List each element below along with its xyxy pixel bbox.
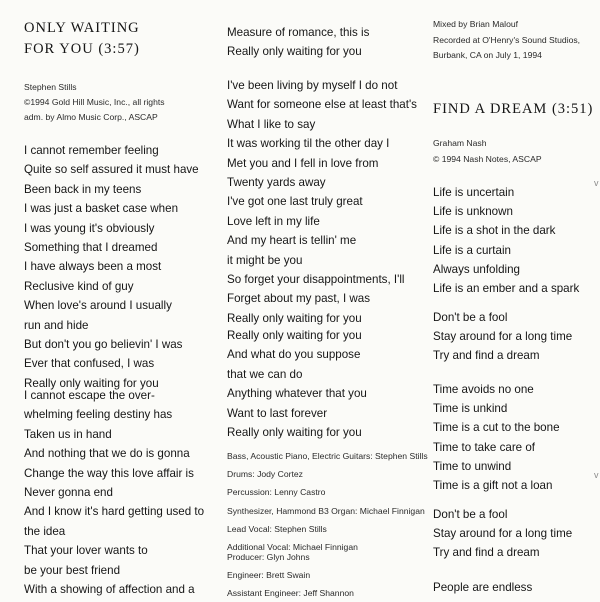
text-line: Mixed by Brian Malouf (433, 19, 519, 29)
text-line: Never gonna end (24, 486, 113, 499)
text-line: Forget about my past, I was (227, 292, 371, 306)
text-line: Twenty yards away (227, 176, 326, 189)
text-line: Time to take care of (433, 440, 536, 454)
text-line: And nothing that we do is gonna (24, 447, 190, 461)
text-line: Change the way this love affair is (24, 466, 194, 480)
text-line: Time is unkind (433, 402, 508, 416)
text-line: run and hide (24, 318, 89, 332)
text-line: Ever that confused, I was (24, 357, 155, 371)
text-line: Recorded at O'Henry's Sound Studios, (433, 34, 581, 45)
text-line: Drums: Jody Cortez (227, 469, 303, 480)
text-line: Additional Vocal: Michael Finnigan (227, 542, 358, 552)
text-line: adm. by Almo Music Corp., ASCAP (24, 112, 158, 122)
text-line: Life is uncertain (433, 186, 515, 199)
text-line: Really only waiting for you (227, 45, 362, 59)
text-line: I was young it's obviously (24, 221, 155, 235)
text-line: Really only waiting for you (227, 426, 362, 439)
text-line: People are endless (433, 581, 533, 594)
text-line: Something that I dreamed (24, 241, 158, 254)
text-line: Time to unwind (433, 459, 512, 473)
text-line: Life is a shot in the dark (433, 224, 556, 238)
text-line: Really only waiting for you (227, 311, 362, 325)
text-line: Lead Vocal: Stephen Stills (227, 523, 327, 534)
text-line: Really only waiting for you (227, 329, 362, 342)
text-line: Always unfolding (433, 262, 521, 276)
text-line: That your lover wants to (24, 544, 148, 558)
edge-mark: v (594, 470, 599, 480)
text-line: Time avoids no one (433, 383, 534, 396)
text-line: Life is unknown (433, 205, 513, 219)
text-line: Been back in my teens (24, 182, 142, 196)
text-line: Reclusive kind of guy (24, 279, 134, 293)
text-line: And I know it's hard getting used to (24, 505, 205, 519)
text-line: So forget your disappointments, I'll (227, 273, 405, 286)
text-line: And what do you suppose (227, 348, 361, 362)
text-line: Time is a gift not a loan (433, 479, 553, 492)
edge-mark: v (594, 178, 599, 188)
text-line: What I like to say (227, 117, 316, 131)
text-line: I've got one last truly great (227, 195, 363, 209)
text-line: whelming feeling destiny has (24, 408, 173, 422)
text-line: Measure of romance, this is (227, 26, 370, 39)
text-line: Want for someone else at least that's (227, 98, 417, 112)
text-line: Burbank, CA on July 1, 1994 (433, 50, 542, 60)
text-line: I have always been a most (24, 260, 162, 274)
text-line: Time is a cut to the bone (433, 421, 560, 435)
text-line: Quite so self assured it must have (24, 163, 199, 177)
text-line: It was working til the other day I (227, 137, 390, 151)
text-line: Anything whatever that you (227, 387, 367, 401)
text-line: Synthesizer, Hammond B3 Organ: Michael Finnigan (227, 505, 425, 516)
song-title-line: ONLY WAITING (24, 20, 140, 36)
text-line: I cannot escape the over- (24, 389, 155, 402)
text-line: Assistant Engineer: Jeff Shannon (227, 588, 354, 599)
text-line: I was just a basket case when (24, 202, 179, 216)
text-line: But don't you go believin' I was (24, 338, 183, 351)
text-line: Life is an ember and a spark (433, 282, 580, 295)
text-line: Life is a curtain (433, 243, 511, 257)
text-line: I cannot remember feeling (24, 144, 159, 157)
text-line: Met you and I fell in love from (227, 156, 379, 170)
text-line: Stay around for a long time (433, 330, 573, 344)
text-line: Percussion: Lenny Castro (227, 487, 326, 498)
text-line: Try and find a dream (433, 349, 540, 363)
text-line: it might be you (227, 253, 303, 267)
text-line: that we can do (227, 367, 303, 381)
text-line: And my heart is tellin' me (227, 234, 357, 248)
text-line: I've been living by myself I do not (227, 79, 398, 92)
text-line: Stephen Stills (24, 82, 77, 92)
text-line: Don't be a fool (433, 311, 508, 324)
text-line: Really only waiting for you (24, 376, 159, 390)
text-line: Producer: Glyn Johns (227, 552, 310, 562)
text-line: Engineer: Brett Swain (227, 570, 311, 581)
text-line: Love left in my life (227, 214, 320, 228)
text-line: Stay around for a long time (433, 527, 573, 541)
text-line: Want to last forever (227, 406, 328, 420)
text-line: With a showing of affection and a (24, 583, 195, 596)
text-line: Taken us in hand (24, 427, 112, 441)
song-title: FIND A DREAM (3:51) (433, 101, 594, 117)
text-line: ©1994 Gold Hill Music, Inc., all rights (24, 97, 165, 107)
text-line: be your best friend (24, 563, 121, 577)
text-line: Graham Nash (433, 138, 487, 148)
text-line: © 1994 Nash Notes, ASCAP (433, 153, 542, 164)
song-title-line: FOR YOU (3:57) (24, 41, 140, 57)
text-line: the idea (24, 524, 66, 538)
text-line: Bass, Acoustic Piano, Electric Guitars: Stephen Stills (227, 451, 428, 461)
text-line: Try and find a dream (433, 546, 540, 560)
text-line: When love's around I usually (24, 299, 172, 313)
text-line: Don't be a fool (433, 508, 508, 521)
